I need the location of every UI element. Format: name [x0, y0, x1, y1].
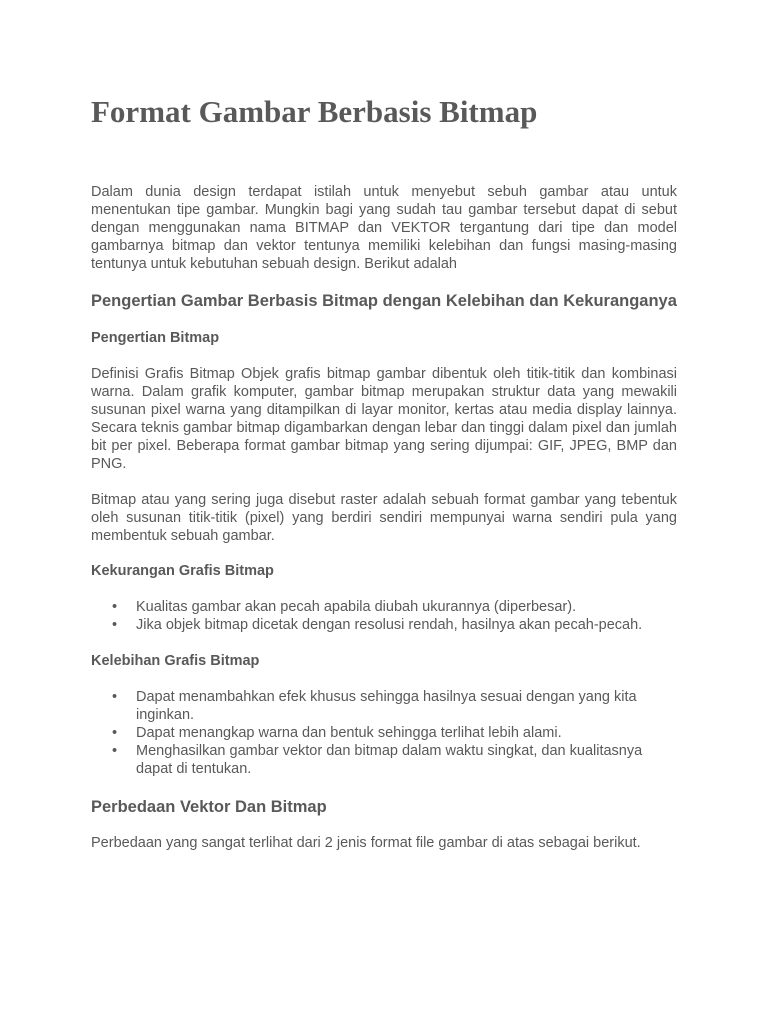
list-item-text: Menghasilkan gambar vektor dan bitmap dalam waktu singkat, dan kualitasnya dapat di tentukan.: [136, 743, 643, 777]
subheading-pengertian-bitmap: Pengertian Bitmap: [91, 330, 220, 346]
perbedaan-paragraph: Perbedaan yang sangat terlihat dari 2 jenis format file gambar di atas sebagai berikut.: [91, 835, 641, 851]
kelebihan-list: [91, 688, 677, 778]
bullet-icon: •: [112, 743, 118, 759]
list-item: [112, 688, 677, 724]
section-heading-pengertian-gambar: Pengertian Gambar Berbasis Bitmap dengan Kelebihan dan Kekuranganya: [91, 292, 677, 310]
list-item-text: Dapat menambahkan efek khusus sehingga hasilnya sesuai dengan yang kita inginkan.: [136, 689, 637, 723]
section-heading-perbedaan: Perbedaan Vektor Dan Bitmap: [91, 798, 327, 816]
bullet-icon: •: [112, 689, 118, 705]
bullet-icon: •: [112, 599, 118, 615]
subheading-kekurangan: Kekurangan Grafis Bitmap: [91, 563, 274, 579]
list-item-text: Jika objek bitmap dicetak dengan resolusi rendah, hasilnya akan pecah-pecah.: [136, 617, 643, 633]
list-item: [112, 598, 677, 616]
list-item: [112, 616, 677, 634]
intro-paragraph: Dalam dunia design terdapat istilah untuk menyebut sebuh gambar atau untuk menentukan tipe gambar. Mungkin bagi yang sudah tau gambar tersebut dapat di sebut dengan menggunakan nama BITMAP dan VEKTOR tergantung dari tipe dan model gambarnya bitmap dan vektor tentunya memiliki kelebihan dan fungsi masing-masing tentunya untuk kebutuhan sebuah design. Berikut adalah: [91, 184, 677, 272]
bullet-icon: •: [112, 617, 118, 633]
kekurangan-list: [91, 598, 677, 634]
page-title: Format Gambar Berbasis Bitmap: [91, 94, 538, 129]
list-item-text: Kualitas gambar akan pecah apabila diubah ukurannya (diperbesar).: [136, 599, 577, 615]
subheading-kelebihan: Kelebihan Grafis Bitmap: [91, 653, 260, 669]
list-item: [112, 724, 677, 742]
definition-paragraph: Definisi Grafis Bitmap Objek grafis bitmap gambar dibentuk oleh titik-titik dan kombinasi warna. Dalam grafik komputer, gambar bitmap merupakan struktur data yang mewakili susunan pixel warna yang ditampilkan di layar monitor, kertas atau media display lainnya. Secara teknis gambar bitmap digambarkan dengan lebar dan tinggi dalam pixel dan jumlah bit per pixel. Beberapa format gambar bitmap yang sering dijumpai: GIF, JPEG, BMP dan PNG.: [91, 366, 677, 472]
bullet-icon: •: [112, 725, 118, 741]
raster-paragraph: Bitmap atau yang sering juga disebut raster adalah sebuah format gambar yang tebentuk oleh susunan titik-titik (pixel) yang berdiri sendiri mempunyai warna sendiri pula yang membentuk sebuah gambar.: [91, 492, 677, 544]
document-body: [91, 92, 677, 852]
list-item: [112, 742, 677, 778]
list-item-text: Dapat menangkap warna dan bentuk sehingga terlihat lebih alami.: [136, 725, 562, 741]
